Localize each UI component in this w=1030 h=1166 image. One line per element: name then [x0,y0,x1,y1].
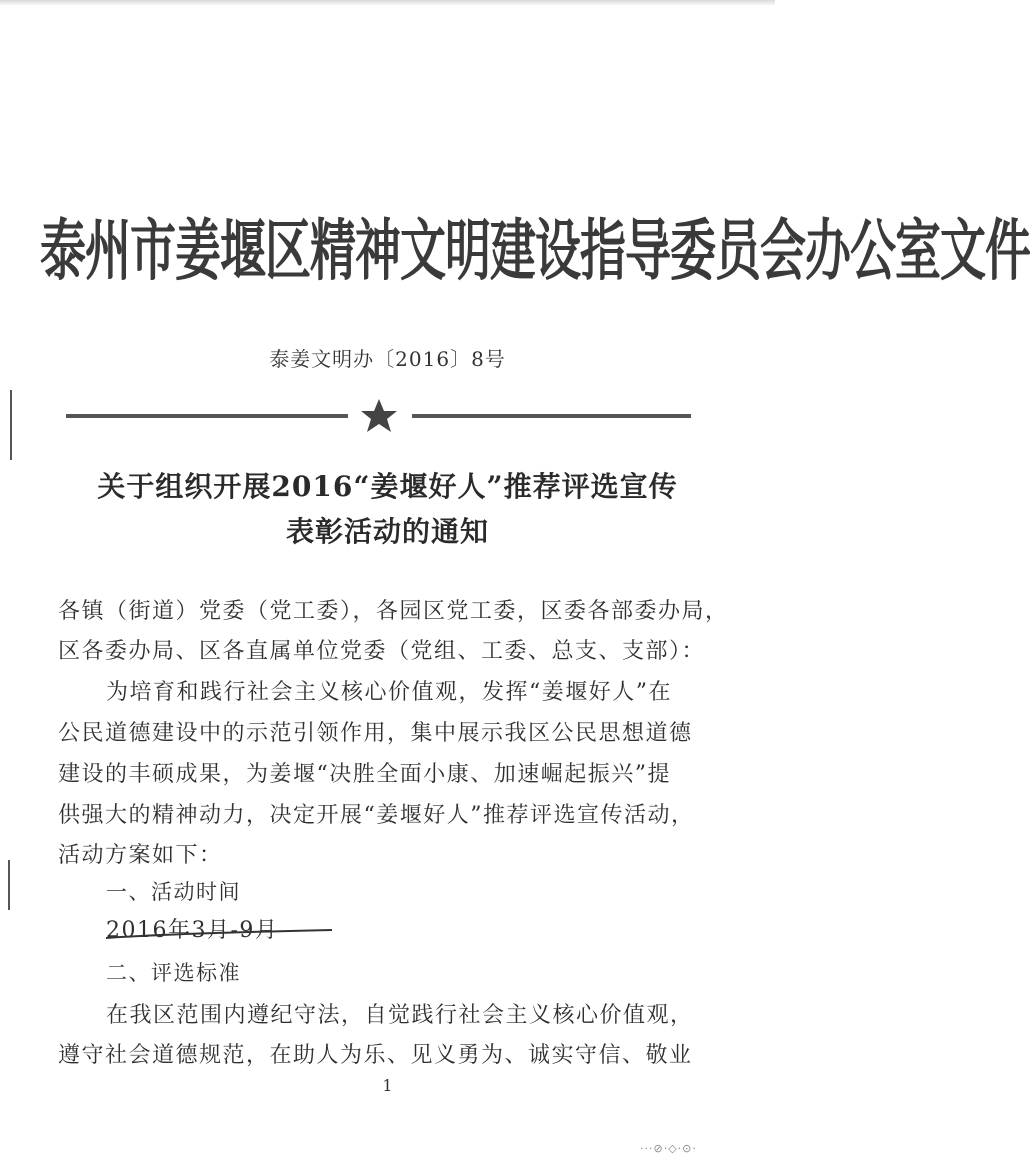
document-header-title: 泰州市姜堰区精神文明建设指导委员会办公室文件 [40,211,1030,290]
scan-margin-mark [8,860,10,910]
notice-title-line-2: 表彰活动的通知 [285,515,489,548]
section-heading-activity-time: 一、活动时间 [106,880,241,904]
intro-paragraph-line: 建设的丰硕成果，为姜堰“决胜全面小康、加速崛起振兴”提 [58,762,671,787]
header-divider [66,396,691,436]
criteria-paragraph-line: 在我区范围内遵纪守法，自觉践行社会主义核心价值观， [106,1003,694,1028]
recipients-line-1: 各镇（街道）党委（党工委），各园区党工委，区委各部委办局， [58,599,729,624]
intro-paragraph-line: 活动方案如下： [58,843,223,868]
intro-paragraph-line: 公民道德建设中的示范引领作用，集中展示我区公民思想道德 [58,721,693,746]
scan-edge [0,0,775,6]
intro-paragraph-line: 为培育和践行社会主义核心价值观，发挥“姜堰好人”在 [106,680,672,705]
intro-paragraph-line: 供强大的精神动力，决定开展“姜堰好人”推荐评选宣传活动， [58,803,695,828]
scan-margin-mark [10,390,12,460]
page-number: 1 [382,1076,393,1095]
activity-time-value: 2016年3月-9月 [106,918,279,943]
recipients-line-2: 区各委办局、区各直属单位党委（党组、工委、总支、支部）： [58,639,706,664]
watermark-logo: ···⊘·◇·⊙· [640,1142,697,1155]
document-number: 泰姜文明办〔2016〕8号 [269,347,506,371]
section-heading-selection-criteria: 二、评选标准 [106,961,241,985]
star-icon [361,399,397,432]
handwritten-underline [104,928,334,942]
criteria-paragraph-line: 遵守社会道德规范，在助人为乐、见义勇为、诚实守信、敬业 [58,1043,693,1068]
notice-title-line-1: 关于组织开展2016“姜堰好人”推荐评选宣传 [97,470,678,503]
